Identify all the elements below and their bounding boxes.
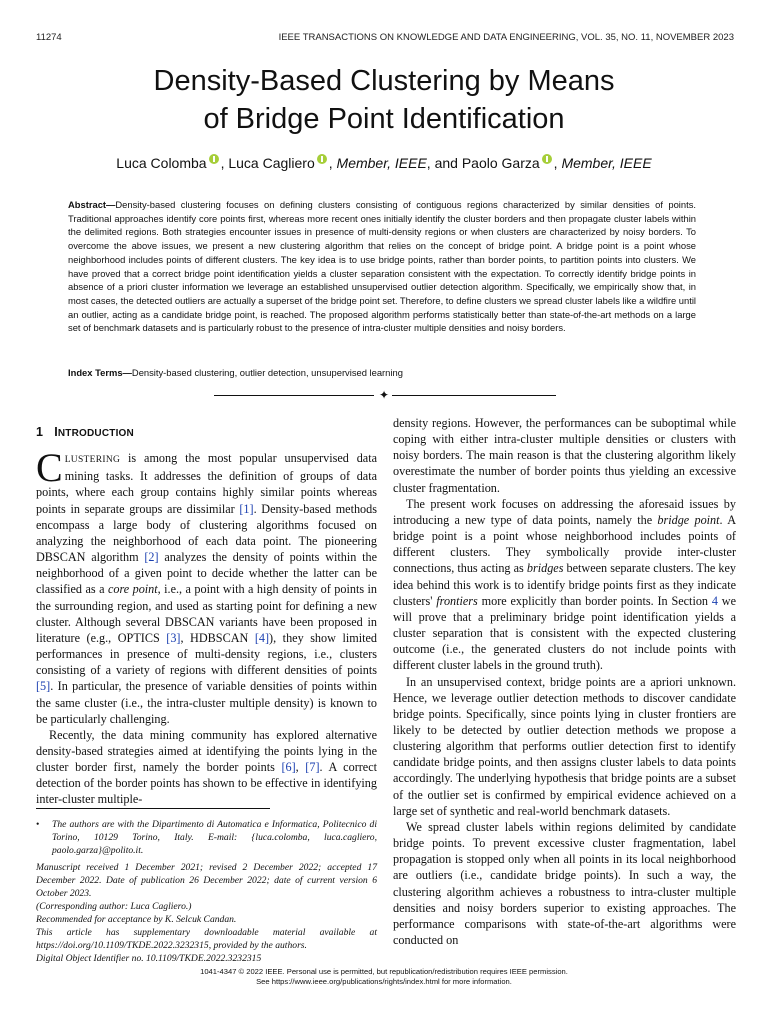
section-link[interactable]: 4: [711, 593, 718, 608]
smallcaps-word: LUSTERING: [64, 455, 121, 466]
citation-link[interactable]: [2]: [144, 550, 159, 565]
section-number: 1: [36, 425, 44, 439]
footnote-text: The authors are with the Dipartimento di Automatica e Informatica, Politecnico di Torino, 10129 Torino, Italy. E-mail: {luca.colomba, luca.cagliero, paolo.garza}@polito.it.: [52, 819, 377, 856]
footnote-recommended: Recommended for acceptance by K. Selcuk Candan.: [36, 914, 237, 925]
abstract: [68, 198, 696, 335]
author-2-role: Member, IEEE: [336, 155, 427, 171]
footnote-manuscript: Manuscript received 1 December 2021; revised 2 December 2022; accepted 17 December 2022. Date of publication 26 December 2022; date of current version 6 October 2023.: [36, 862, 377, 899]
paragraph: [36, 727, 377, 808]
footnote-affiliation: [36, 818, 377, 857]
right-column: [393, 415, 736, 948]
running-header: IEEE TRANSACTIONS ON KNOWLEDGE AND DATA ENGINEERING, VOL. 35, NO. 11, NOVEMBER 2023: [278, 32, 734, 43]
abstract-label: Abstract—: [68, 199, 116, 210]
text-run: Recently, the data mining community has explored alternative density-based strategies aimed at identifying the points lying in the cluster border first, namely the border points: [36, 727, 377, 775]
divider-left: [214, 395, 374, 396]
citation-link[interactable]: [4]: [254, 630, 270, 645]
text-run: . In particular, the presence of variable densities of points within the same cluster (i.e., the intra-cluster multiple density) is known to be particularly challenging.: [36, 679, 377, 726]
index-terms-text: Density-based clustering, outlier detection, unsupervised learning: [131, 367, 403, 378]
footnote-rule: [36, 808, 270, 809]
footnotes: [36, 818, 377, 965]
text-run: we will prove that a preliminary bridge point identification yields a cluster separation that is consistent with the expected clustering outcome (i.e., the generated clusters do not include points with different cluster labels in the ground truth).: [393, 593, 736, 673]
author-and: and: [434, 155, 458, 171]
title-line-2: of Bridge Point Identification: [203, 103, 565, 135]
title-line-1: Density-Based Clustering by Means: [153, 65, 615, 97]
author-3: Paolo Garza: [461, 155, 540, 171]
paragraph: In an unsupervised context, bridge points are a apriori unknown. Hence, we leverage outlier detection methods to discover candidate bridge points. Specifically, since points lying in cluster frontiers are likely to be detected by outlier detection methods we propose a clustering algorithm that performs outlier detection first to identify candidate bridge points, and then assigns cluster labels to data points accordingly. The underlying hypothesis that bridge points are a subset of the outlier set is confirmed by empirical evidence achieved on a large set of synthetic and real-world benchmark datasets.: [393, 674, 736, 818]
left-column: [36, 424, 377, 808]
paragraph: density regions. However, the performances can be suboptimal while coping with either intra-cluster multiple densities or clusters with noisy borders. The main reason is that the clustering algorithm likely overestimate the number of border points thus yielding an excessive cluster fragmentation.: [393, 416, 736, 495]
author-2: Luca Cagliero: [228, 155, 315, 171]
citation-link[interactable]: [5]: [36, 679, 51, 694]
emphasis: bridge point: [657, 512, 720, 527]
text-run: . A correct detection of the border points has shown to be effective in identifying inter-cluster multiple-: [36, 760, 378, 807]
orcid-icon[interactable]: [542, 154, 552, 164]
citation-link[interactable]: [3]: [166, 630, 181, 645]
footnote-supplementary: This article has supplementary downloadable material available at https://doi.org/10.1109/TKDE.2022.3232315, provided by the authors.: [36, 927, 377, 951]
paper-title: [0, 62, 768, 138]
divider-diamond-icon: ✦: [378, 388, 390, 402]
emphasis: core point: [107, 582, 158, 597]
text-run: ,: [295, 760, 306, 775]
copyright-line-2: See https://www.ieee.org/publications/rights/index.html for more information.: [256, 977, 512, 986]
paragraph: We spread cluster labels within regions delimited by candidate bridge points. To prevent excessive cluster fragmentation, label propagation is stopped only when all points in its local neighborhood are outliers (i.e., candidate bridge points). In such a way, the clustering algorithm achieves a robustness to intra-cluster multiple densities and noisy borders superior to existing approaches. The performance comparisons with state-of-the-art algorithms were conducted on: [393, 819, 736, 947]
citation-link[interactable]: [7]: [305, 760, 320, 775]
index-terms-label: Index Terms—: [68, 367, 132, 378]
bullet: •: [36, 819, 40, 830]
text-run: between separate clusters. The key idea behind this work is to identify bridge points first as they indicate clusters': [393, 561, 737, 608]
text-run: , i.e., a point with a high density of points in the surrounding region, and used as starting point for defining a new cluster. Although several DBSCAN variants have been proposed in literature (e.g., OPTICS: [36, 582, 378, 645]
index-terms: [68, 366, 696, 379]
copyright-note: [0, 967, 768, 987]
citation-link[interactable]: [1]: [239, 501, 254, 516]
page-number: 11274: [36, 32, 62, 43]
emphasis: bridges: [526, 561, 564, 576]
text-run: . A bridge point is a point whose neighborhood includes points of different clusters. They symbolically provide inter-cluster connections, thus acting as: [393, 512, 736, 576]
emphasis: frontiers: [436, 593, 478, 608]
text-run: . Density-based methods encompass a large body of clustering algorithms focused on analyzing the neighborhood of each data point. The pioneering DBSCAN algorithm: [36, 501, 377, 565]
section-title-initial: I: [54, 425, 58, 439]
divider-right: [392, 395, 556, 396]
orcid-icon[interactable]: [209, 154, 219, 164]
text-run: analyzes the density of points within the neighborhood of a given point to decide whether the latter can be classified as a: [36, 550, 377, 597]
text-run: more explicitly than border points. In Section: [477, 593, 712, 608]
author-1: Luca Colomba: [116, 155, 207, 171]
author-list: Luca Colomba , Luca Cagliero , Member, IEEE, and Paolo Garza , Member, IEEE: [116, 155, 652, 171]
author-3-role: Member, IEEE: [561, 155, 652, 171]
orcid-icon[interactable]: [317, 154, 327, 164]
paragraph: [393, 496, 736, 674]
citation-link[interactable]: [6]: [281, 760, 296, 775]
abstract-text: Density-based clustering focuses on defining clusters consisting of contiguous regions characterized by similar densities of points. Traditional approaches identify core points first, whereas more recent ones initially identify the cluster borders and then propagate cluster labels within the delimited regions. Both strategies encounter issues in presence of multi-density regions or when clusters are characterized by noisy borders. To overcome the above issues, we present a new clustering algorithm that relies on the concept of bridge point. A bridge point is a point whose neighborhood includes points of different clusters. The key idea is to use bridge points, rather than border points, to partition points into clusters. We have proved that a correct bridge point identification yields a cluster separation consistent with the expectation. To correctly identify bridge points in absence of a priori cluster information we leverage an established unsupervised outlier detection algorithm. Specifically, we empirically show that, in most cases, the detected outliers are actually a superset of the bridge point set. Therefore, to define clusters we spread cluster labels like a wildfire until an outlier, acting as a candidate bridge point, is reached. The proposed algorithm performs statistically better than state-of-the-art methods on a large set of benchmark datasets and is particularly robust to the presence of intra-cluster multiple densities and noisy borders.: [68, 199, 696, 334]
copyright-line-1: 1041-4347 © 2022 IEEE. Personal use is permitted, but republication/redistribution requires IEEE permission.: [200, 967, 568, 976]
footnote-doi: Digital Object Identifier no. 10.1109/TKDE.2022.3232315: [36, 953, 262, 964]
paragraph: [36, 445, 378, 727]
section-heading: [36, 424, 377, 442]
text-run: is among the most popular unsupervised data mining tasks. It addresses the definition of groups of data points, where each group contains highly similar points whereas points in separate groups are dissimilar: [36, 451, 377, 516]
drop-cap: C: [36, 445, 63, 491]
footnote-corresponding: (Corresponding author: Luca Cagliero.): [36, 901, 192, 912]
text-run: , HDBSCAN: [180, 630, 255, 645]
section-title-rest: NTRODUCTION: [57, 428, 134, 439]
text-run: The present work focuses on addressing the aforesaid issues by introducing a new type of data points, namely the: [393, 496, 736, 527]
text-run: ), they show limited performances in presence of multi-density regions, i.e., clusters consisting of a variety of regions with different densities of points: [36, 630, 377, 678]
